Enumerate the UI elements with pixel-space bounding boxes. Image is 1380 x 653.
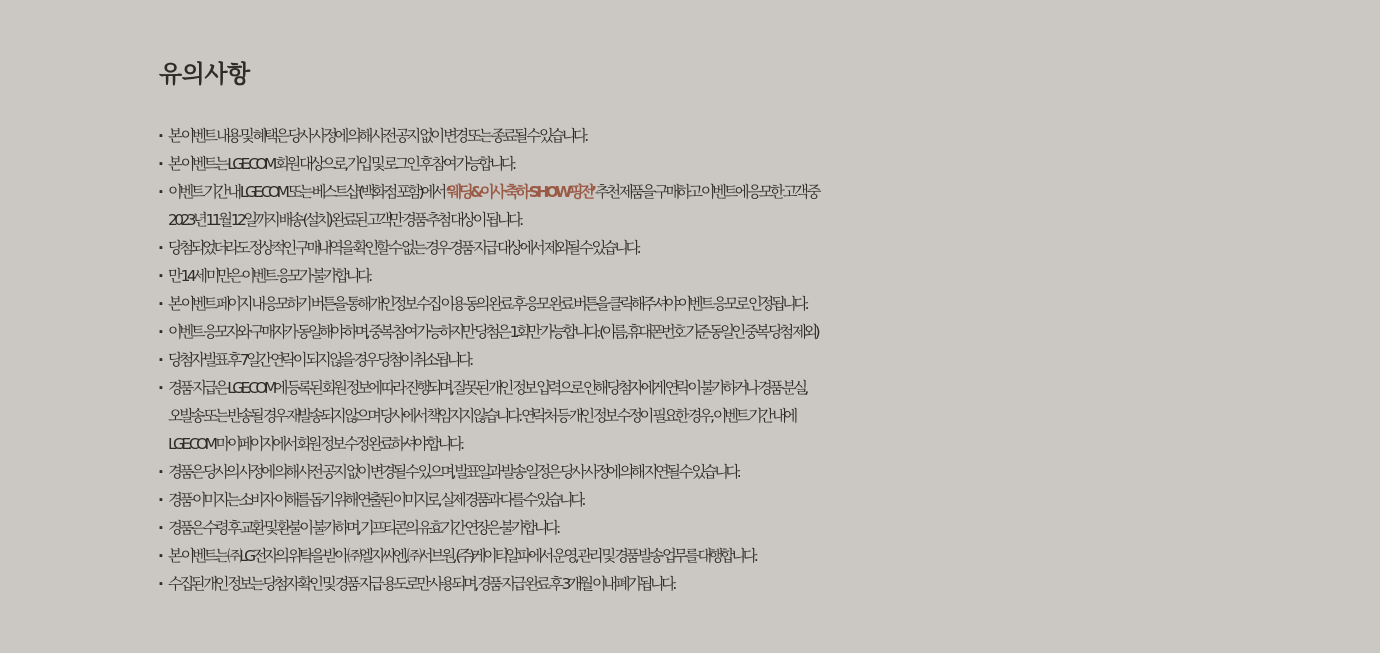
notice-section	[159, 56, 1199, 593]
notice-text: · 당첨자 발표 후 7일간 연락이 되지 않을 경우 당첨이 취소됩니다.	[168, 351, 471, 369]
notice-text: · 경품은 수령 후 교환 및 환불이 불가하며, 기프티콘의 유효기간 연장은 불가합니다.	[168, 519, 558, 537]
event-name-highlight: ‘웨딩&이사 축하 SHOW핑전’	[445, 183, 594, 201]
notice-text: · 본 이벤트는 LGE.COM 회원 대상으로, 가입 및 로그인 후 참여 가능합니다.	[168, 155, 514, 173]
notice-text: · 본 이벤트 내용 및 혜택은 당사 사정에 의해 사전 공지 없이 변경 또는 종료될 수 있습니다.	[168, 127, 586, 145]
notice-item	[159, 458, 1199, 486]
notice-text-continuation: 오발송 또는 반송될 경우 재발송되지 않으며 당사에서 책임지지 않습니다. 연락처 등 개인 정보 수정이 필요한 경우, 이벤트 기간 내에	[168, 407, 795, 425]
notice-item	[159, 486, 1199, 514]
notice-item	[159, 346, 1199, 374]
notice-item	[159, 318, 1199, 346]
notice-item-prize-delivery	[159, 374, 1199, 458]
notice-text: · 본 이벤트는 ㈜LG전자의 위탁을 받아 ㈜엘지씨엔, ㈜서브원, (주)케이티알파에서 운영, 관리 및 경품 발송 업무를 대행합니다.	[168, 547, 756, 565]
notice-text: · 경품은 당사의 사정에 의해 사전 공지 없이 변경될 수 있으며, 발표일과 발송 일정은 당사 사정에 의해 지연될 수 있습니다.	[168, 463, 739, 481]
notice-item-event-period	[159, 178, 1199, 234]
notice-title: 유의사항	[159, 60, 250, 88]
notice-text: 추천 제품을 구매하고 이벤트에 응모한 고객 중	[593, 183, 818, 201]
notice-text-line	[168, 178, 1199, 206]
notice-text: · 본 이벤트 페이지 내 응모하기 버튼을 통해 개인정보 수집 이용 동의 완료 후 응모 완료 버튼을 클릭해주셔야 이벤트 응모로 인정됩니다.	[168, 295, 806, 313]
notice-item	[159, 514, 1199, 542]
notice-item	[159, 122, 1199, 150]
notice-text-continuation: LGE.COM 마이페이지에서 회원 정보 수정 완료하셔야 합니다.	[168, 435, 462, 453]
notice-item	[159, 290, 1199, 318]
notice-text: · 이벤트 응모자와 구매자가 동일해야 하며, 중복 참여 가능하지만 당첨은 1회만 가능합니다. (이름, 휴대폰번호 기준 동일인 중복 당첨 제외)	[168, 323, 818, 341]
notice-item	[159, 570, 1199, 598]
notice-item	[159, 150, 1199, 178]
notice-text: · 경품 지급은 LGE.COM에 등록된 회원 정보에 따라 진행되며, 잘못된 개인 정보 입력으로 인해 당첨자에게 연락이 불가하거나 경품 분실,	[168, 379, 806, 397]
notice-text: · 만 14세 미만은 이벤트 응모가 불가합니다.	[168, 267, 370, 285]
notice-list	[159, 122, 1199, 598]
notice-text-continuation: 2023년 11월 12일까지 배송 (설치) 완료된 고객만 경품 추첨 대상이 됩니다.	[168, 211, 521, 229]
notice-text: · 경품 이미지는 소비자 이해를 돕기 위해 연출된 이미지로, 실제 경품과 다를 수 있습니다.	[168, 491, 583, 509]
notice-item	[159, 542, 1199, 570]
notice-item	[159, 262, 1199, 290]
notice-text: 이벤트 기간 내 LGE.COM 또는 베스트샵 (백화점 포함)에서	[168, 183, 446, 201]
notice-text: · 수집된 개인 정보는 당첨자 확인 및 경품 지급 용도로만 사용되며, 경품 지급 완료 후 3개월 이내 폐기됩니다.	[168, 575, 674, 593]
notice-item	[159, 234, 1199, 262]
notice-text: · 당첨되었더라도 정상적인 구매내역을 확인할 수 없는 경우 경품 지급 대상에서 제외될 수 있습니다.	[168, 239, 639, 257]
